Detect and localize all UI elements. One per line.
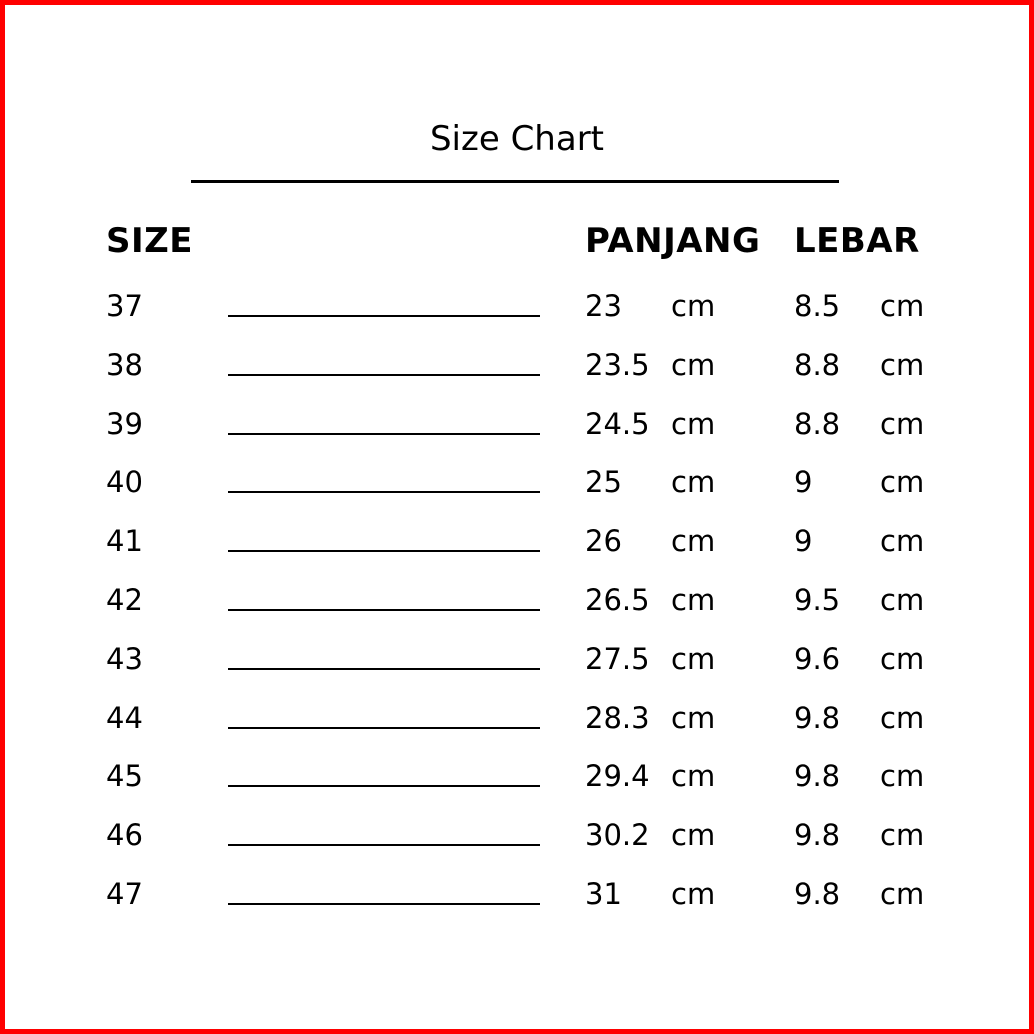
length-unit: cm (671, 465, 716, 500)
length-value: 26.5 (585, 582, 650, 617)
width-unit: cm (880, 876, 925, 911)
header-size: SIZE (106, 221, 194, 261)
length-value: 31 (585, 876, 622, 911)
row-divider-line (228, 609, 540, 611)
width-unit: cm (880, 641, 925, 676)
length-unit: cm (671, 818, 716, 853)
width-unit: cm (880, 700, 925, 735)
table-row (5, 756, 1029, 815)
width-value: 9 (794, 524, 813, 559)
row-divider-line (228, 727, 540, 729)
size-value: 46 (106, 818, 143, 853)
width-unit: cm (880, 818, 925, 853)
size-value: 47 (106, 876, 143, 911)
length-unit: cm (671, 289, 716, 323)
width-value: 8.8 (794, 347, 841, 382)
size-value: 42 (106, 582, 143, 617)
table-row (5, 698, 1029, 757)
length-value: 28.3 (585, 700, 650, 735)
width-unit: cm (880, 759, 925, 794)
width-value: 9.8 (794, 700, 841, 735)
length-unit: cm (671, 700, 716, 735)
table-row (5, 580, 1029, 639)
length-value: 27.5 (585, 641, 650, 676)
size-value: 37 (106, 289, 143, 323)
table-row (5, 874, 1029, 933)
width-unit: cm (880, 406, 925, 441)
length-unit: cm (671, 582, 716, 617)
length-value: 23 (585, 289, 622, 323)
table-row (5, 462, 1029, 521)
width-value: 8.5 (794, 289, 841, 323)
width-unit: cm (880, 524, 925, 559)
length-value: 23.5 (585, 347, 650, 382)
row-divider-line (228, 785, 540, 787)
row-divider-line (228, 315, 540, 317)
title-divider (191, 180, 839, 183)
table-row (5, 286, 1029, 345)
table-row (5, 521, 1029, 580)
size-value: 38 (106, 347, 143, 382)
table-row (5, 639, 1029, 698)
width-unit: cm (880, 347, 925, 382)
length-value: 26 (585, 524, 622, 559)
length-value: 29.4 (585, 759, 650, 794)
width-value: 9 (794, 465, 813, 500)
header-length: PANJANG (585, 221, 761, 261)
size-value: 44 (106, 700, 143, 735)
length-unit: cm (671, 641, 716, 676)
row-divider-line (228, 550, 540, 552)
size-value: 45 (106, 759, 143, 794)
width-unit: cm (880, 465, 925, 500)
row-divider-line (228, 374, 540, 376)
size-value: 40 (106, 465, 143, 500)
length-unit: cm (671, 876, 716, 911)
page-title: Size Chart (429, 119, 605, 159)
width-value: 9.5 (794, 582, 841, 617)
row-divider-line (228, 491, 540, 493)
length-value: 24.5 (585, 406, 650, 441)
length-value: 25 (585, 465, 622, 500)
size-value: 39 (106, 406, 143, 441)
table-row (5, 404, 1029, 463)
size-value: 41 (106, 524, 143, 559)
row-divider-line (228, 668, 540, 670)
width-value: 9.8 (794, 818, 841, 853)
size-table (5, 286, 1029, 933)
size-value: 43 (106, 641, 143, 676)
row-divider-line (228, 844, 540, 846)
length-unit: cm (671, 759, 716, 794)
width-value: 8.8 (794, 406, 841, 441)
width-value: 9.6 (794, 641, 841, 676)
width-value: 9.8 (794, 759, 841, 794)
header-width: LEBAR (794, 221, 920, 261)
table-row (5, 345, 1029, 404)
table-row (5, 815, 1029, 874)
width-unit: cm (880, 582, 925, 617)
row-divider-line (228, 903, 540, 905)
width-unit: cm (880, 289, 925, 323)
width-value: 9.8 (794, 876, 841, 911)
length-value: 30.2 (585, 818, 650, 853)
length-unit: cm (671, 406, 716, 441)
length-unit: cm (671, 524, 716, 559)
row-divider-line (228, 433, 540, 435)
length-unit: cm (671, 347, 716, 382)
